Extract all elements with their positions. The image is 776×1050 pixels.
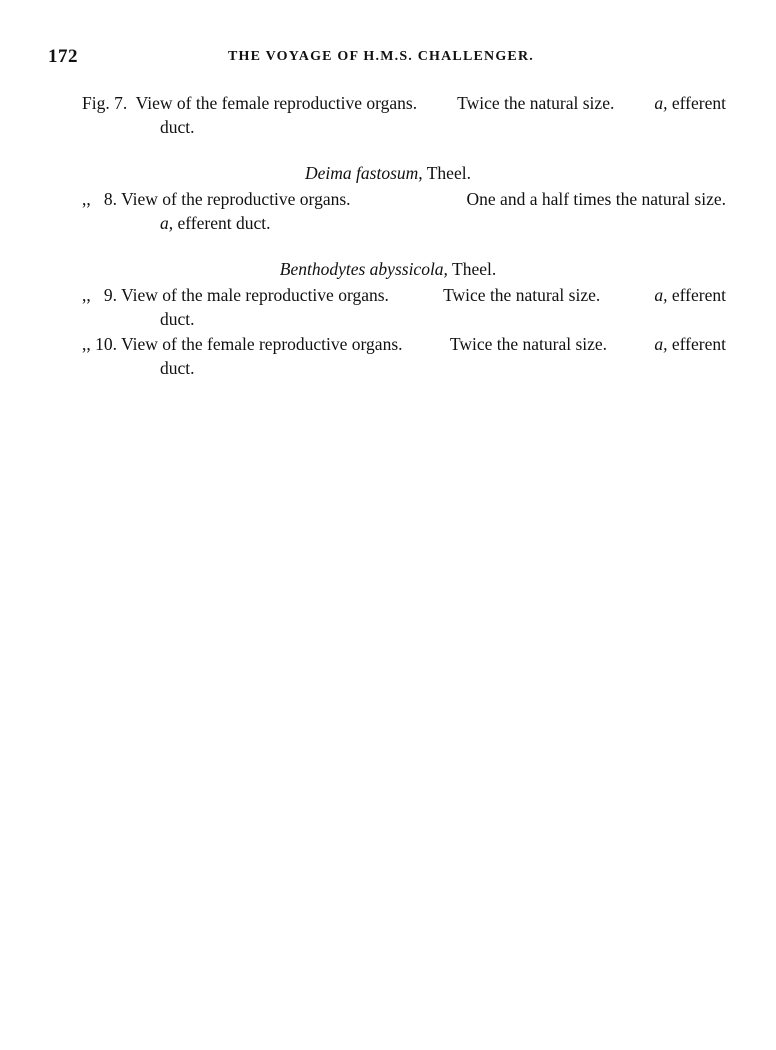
caption-label-tail [654,91,726,115]
ditto-marker: ,, [82,189,91,209]
label-a: a, [654,285,668,305]
caption-size: One and a half times the natural size. [466,189,726,209]
caption-lead [82,332,403,356]
page-header [48,46,728,72]
label-a: a, [654,334,668,354]
label-a: a, [160,213,174,233]
caption-lead [82,283,389,307]
caption-label-tail [654,332,726,356]
caption-text: View of the male reproductive organs. [121,285,389,305]
ditto-marker: ,, [82,285,91,305]
running-title: THE VOYAGE OF H.M.S. CHALLENGER. [228,49,534,64]
caption-efferent-duct: efferent duct. [177,213,271,233]
species-heading-deima [0,161,776,185]
caption-continuation: duct. [160,358,195,378]
caption-lead [82,91,417,115]
caption-continuation [82,211,726,235]
page-number: 172 [48,46,78,67]
caption-efferent: efferent [671,285,726,305]
caption-continuation: duct. [160,117,195,137]
fig-number: 8. [103,189,117,209]
figure-caption-8 [82,187,726,235]
species-heading-benthodytes [0,257,776,281]
caption-text: View of the female reproductive organs. [135,93,418,113]
ditto-marker: ,, [82,334,91,354]
caption-text: View of the reproductive organs. [121,189,351,209]
caption-size: Twice the natural size. [443,285,601,305]
species-name: Benthodytes abyssicola, [279,259,448,279]
caption-efferent: efferent [671,334,726,354]
fig-marker: Fig. [82,93,110,113]
caption-size: Twice the natural size. [457,93,615,113]
fig-number: 10. [95,334,117,354]
fig-number: 7. [114,93,128,113]
figure-caption-10 [82,332,726,380]
caption-efferent: efferent [671,93,726,113]
caption-lead [82,187,351,211]
species-author: Theel. [452,259,497,279]
caption-text: View of the female reproductive organs. [121,334,403,354]
label-a: a, [654,93,668,113]
caption-continuation: duct. [160,309,195,329]
caption-size: Twice the natural size. [449,334,608,354]
species-name: Deima fastosum, [305,163,423,183]
species-author: Theel. [426,163,471,183]
caption-label-tail [654,283,726,307]
figure-caption-9 [82,283,726,331]
fig-number: 9. [103,285,117,305]
figure-caption-7 [82,91,726,139]
